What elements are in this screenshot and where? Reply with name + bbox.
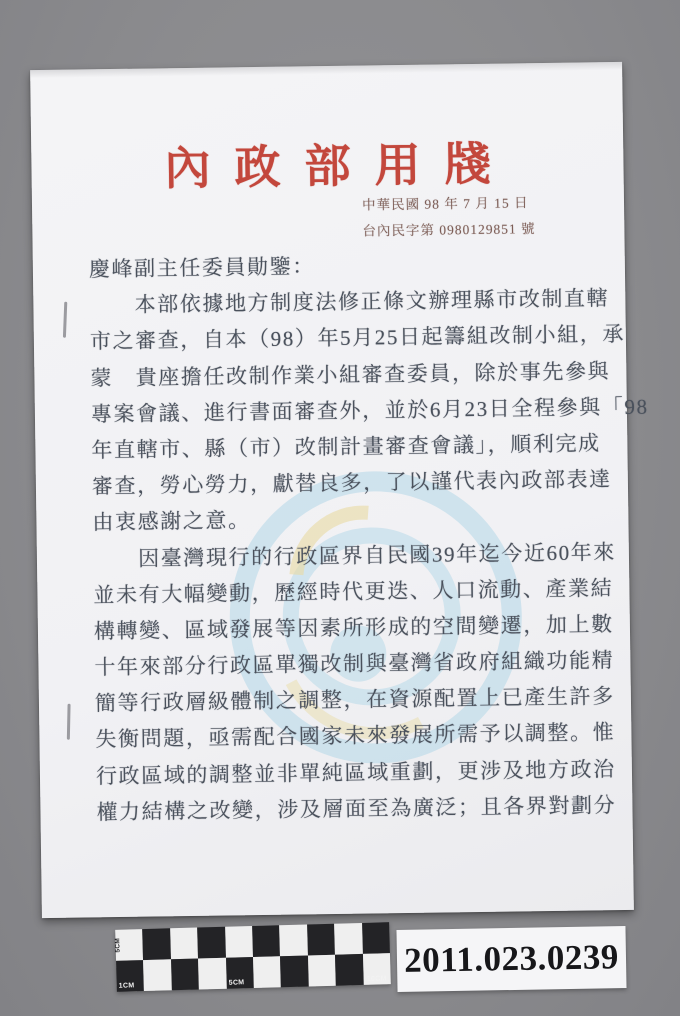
document-paper xyxy=(30,62,649,918)
staple-mark-bottom xyxy=(67,704,70,740)
letter-reference-number: 台內民字第 0980129851 號 xyxy=(362,221,536,239)
body-line: 專案會議、進行書面審查外，並於6月23日全程參與「98 xyxy=(90,394,649,427)
body-line: 失衡問題，亟需配合國家未來發展所需予以調整。惟 xyxy=(95,720,616,752)
letter-body xyxy=(88,244,649,830)
body-line: 年直轄市、縣（市）改制計畫審查會議」，順利完成 xyxy=(91,431,601,463)
catalog-number: 2011.023.0239 xyxy=(403,937,620,980)
letter-date: 中華民國 98 年 7 月 15 日 xyxy=(361,195,529,213)
body-line: 簡等行政層級體制之調整，在資源配置上已產生許多 xyxy=(94,684,615,716)
ruler-label-1cm: 1CM xyxy=(118,982,135,990)
body-line: 審查，勞心勞力，獻替良多，了以謹代表內政部表達 xyxy=(91,467,612,499)
body-line: 十年來部分行政區單獨改制與臺灣省政府組織功能精 xyxy=(94,648,615,680)
ruler-label-5cm: 5CM xyxy=(228,979,245,987)
ruler-bottom-row xyxy=(116,953,391,992)
body-line: 因臺灣現行的行政區界自民國39年迄今近60年來 xyxy=(92,539,617,571)
body-line: 構轉變、區域發展等因素所形成的空間變遷，加上數 xyxy=(93,611,614,644)
ruler-label-10cm: 10CM xyxy=(366,975,387,983)
body-line: 本部依據地方制度法修正條文辦理縣市改制直轄 xyxy=(89,286,610,318)
body-line: 行政區域的調整並非單純區域重劃，更涉及地方政治 xyxy=(95,756,616,788)
body-line: 由衷感謝之意。 xyxy=(92,508,251,535)
body-line: 市之審查，自本（98）年5月25日起籌組改制小組，承 xyxy=(89,322,626,354)
staple-mark-top xyxy=(63,302,67,338)
body-line: 權力結構之改變，涉及層面至為廣泛；且各界對劃分 xyxy=(96,792,617,825)
catalog-label xyxy=(396,926,626,992)
ruler-label-vertical: 5CM xyxy=(114,937,122,953)
body-line: 並未有大幅變動，歷經時代更迭、人口流動、產業結 xyxy=(93,575,614,608)
body-line: 蒙 貴座擔任改制作業小組審查委員，除於事先參與 xyxy=(90,358,611,390)
salutation-line: 慶峰副主任委員勛鑒： xyxy=(88,254,316,282)
letterhead-title: 內政部用牋 xyxy=(164,138,515,195)
photo-scale-ruler xyxy=(115,922,391,992)
